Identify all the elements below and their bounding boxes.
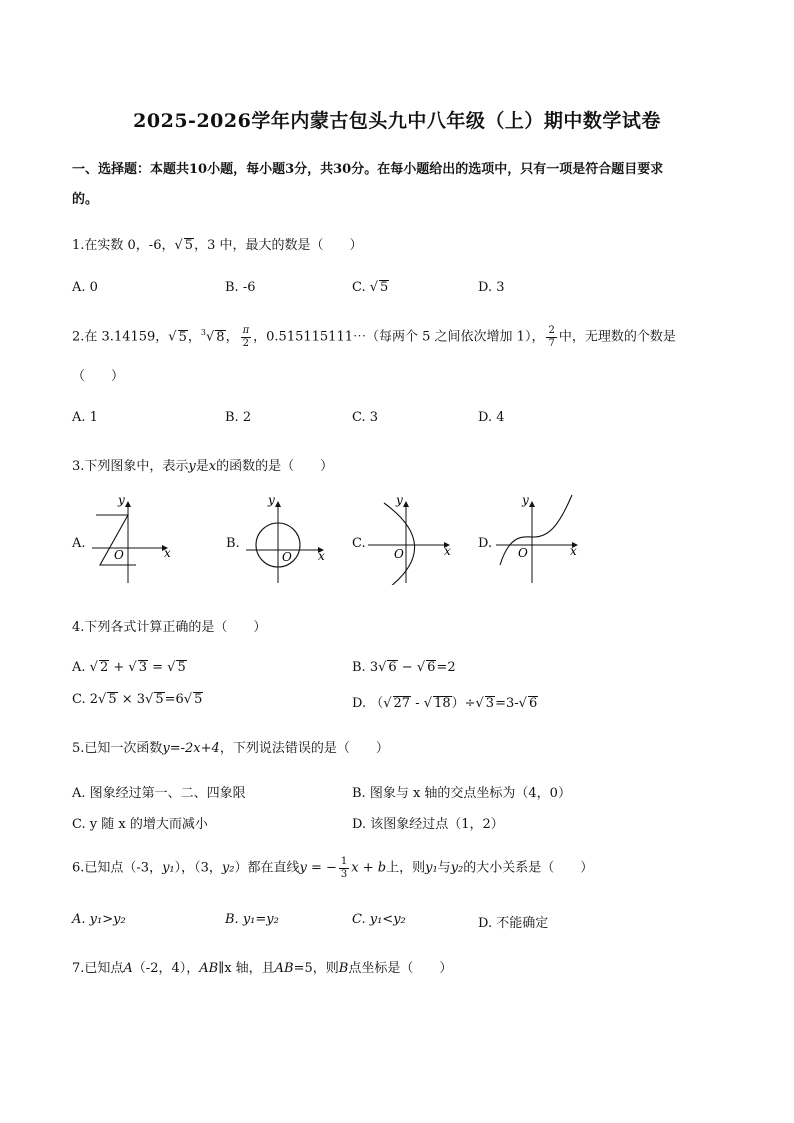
q2-option-d: D. 4 <box>478 410 505 425</box>
question-2-stem: 2.在 3.14159，√ 5，$^3$√ 8， $\frac{\pi}{2}$ ，0.515115111⋯（每两个 5 之间依次增加 1）， $\frac{2}{7}$ 中，无理数的个数是 <box>72 325 676 349</box>
question-2-paren: （ ） <box>72 369 125 384</box>
y-axis-arrow <box>125 501 131 507</box>
origin-label: O <box>114 548 124 562</box>
cubic-curve <box>500 495 572 565</box>
x-axis-label: x <box>444 544 451 558</box>
q1-option-b: B. -6 <box>225 280 256 295</box>
graph-b <box>226 495 336 585</box>
graph-a-label: A. <box>72 536 86 551</box>
origin-label: O <box>394 547 404 561</box>
q2-option-a: A. 1 <box>72 410 98 425</box>
question-3-stem: 3.下列图象中，表示y是x的函数的是（ ） <box>72 459 334 474</box>
q4-option-d: D. （√ 27 - √ 18）÷√ 3=3-√ 6 <box>352 696 538 711</box>
y-axis-label: y <box>268 495 275 507</box>
origin-label: O <box>282 550 292 564</box>
graph-d-label: D. <box>478 536 493 551</box>
x-axis-label: x <box>318 549 325 563</box>
section-heading: 一、选择题：本题共10小题，每小题3分，共30分。在每小题给出的选项中，只有一项是符合题目要求 <box>72 162 664 177</box>
q5-option-a: A. 图象经过第一、二、四象限 <box>72 786 246 801</box>
question-1-stem: 1.在实数 0，-6，√ 5，3 中，最大的数是（ ） <box>72 238 363 253</box>
q6-option-d: D. 不能确定 <box>478 916 549 931</box>
q6-option-b: B. y₁=y₂ <box>225 912 279 927</box>
q1-option-a: A. 0 <box>72 280 98 295</box>
graph-d-plot <box>478 493 588 585</box>
q4-option-b: B. 3√ 6 − √ 6=2 <box>352 660 456 675</box>
graph-b-plot <box>226 495 336 585</box>
q4-option-c: C. 2√ 5 × 3√ 5=6√ 5 <box>72 692 203 707</box>
graph-a <box>72 495 182 585</box>
q1-option-d: D. 3 <box>478 280 505 295</box>
q5-option-b: B. 图象与 x 轴的交点坐标为（4，0） <box>352 786 571 801</box>
graph-c-label: C. <box>352 536 366 551</box>
parabola-curve <box>384 503 415 585</box>
question-4-stem: 4.下列各式计算正确的是（ ） <box>72 620 267 635</box>
question-6-stem: 6.已知点（-3，y₁），（3，y₂）都在直线y = − $\frac{1}{3}$ x + b上，则y₁与y₂的大小关系是（ ） <box>72 856 594 880</box>
x-axis-label: x <box>164 546 171 560</box>
q2-option-b: B. 2 <box>225 410 252 425</box>
q5-option-c: C. y 随 x 的增大而减小 <box>72 817 208 832</box>
q6-option-c: C. y₁<y₂ <box>352 912 406 927</box>
q4-option-a: A. √ 2 + √ 3 = √ 5 <box>72 660 186 675</box>
q1-option-c: C. √ 5 <box>352 280 389 295</box>
graph-c-plot <box>352 495 462 585</box>
x-axis-label: x <box>570 544 577 558</box>
y-axis-arrow <box>403 501 409 507</box>
y-axis-label: y <box>522 493 529 507</box>
graph-a-plot <box>72 495 182 585</box>
y-axis-label: y <box>118 495 125 507</box>
y-axis-arrow <box>275 501 281 507</box>
q6-option-a: A. y₁>y₂ <box>72 912 126 927</box>
question-7-stem: 7.已知点A（-2，4），AB∥x 轴，且AB=5，则B点坐标是（ ） <box>72 961 453 976</box>
graph-d <box>478 493 588 585</box>
graph-c <box>352 495 462 585</box>
page-title: 2025-2026学年内蒙古包头九中八年级（上）期中数学试卷 <box>133 110 661 132</box>
q2-option-c: C. 3 <box>352 410 379 425</box>
question-5-stem: 5.已知一次函数y=-2x+4，下列说法错误的是（ ） <box>72 741 389 756</box>
y-axis-arrow <box>529 501 535 507</box>
q5-option-d: D. 该图象经过点（1，2） <box>352 817 504 832</box>
y-axis-label: y <box>396 495 403 507</box>
section-heading-cont: 的。 <box>72 192 99 207</box>
graph-b-label: B. <box>226 536 240 551</box>
origin-label: O <box>518 546 528 560</box>
